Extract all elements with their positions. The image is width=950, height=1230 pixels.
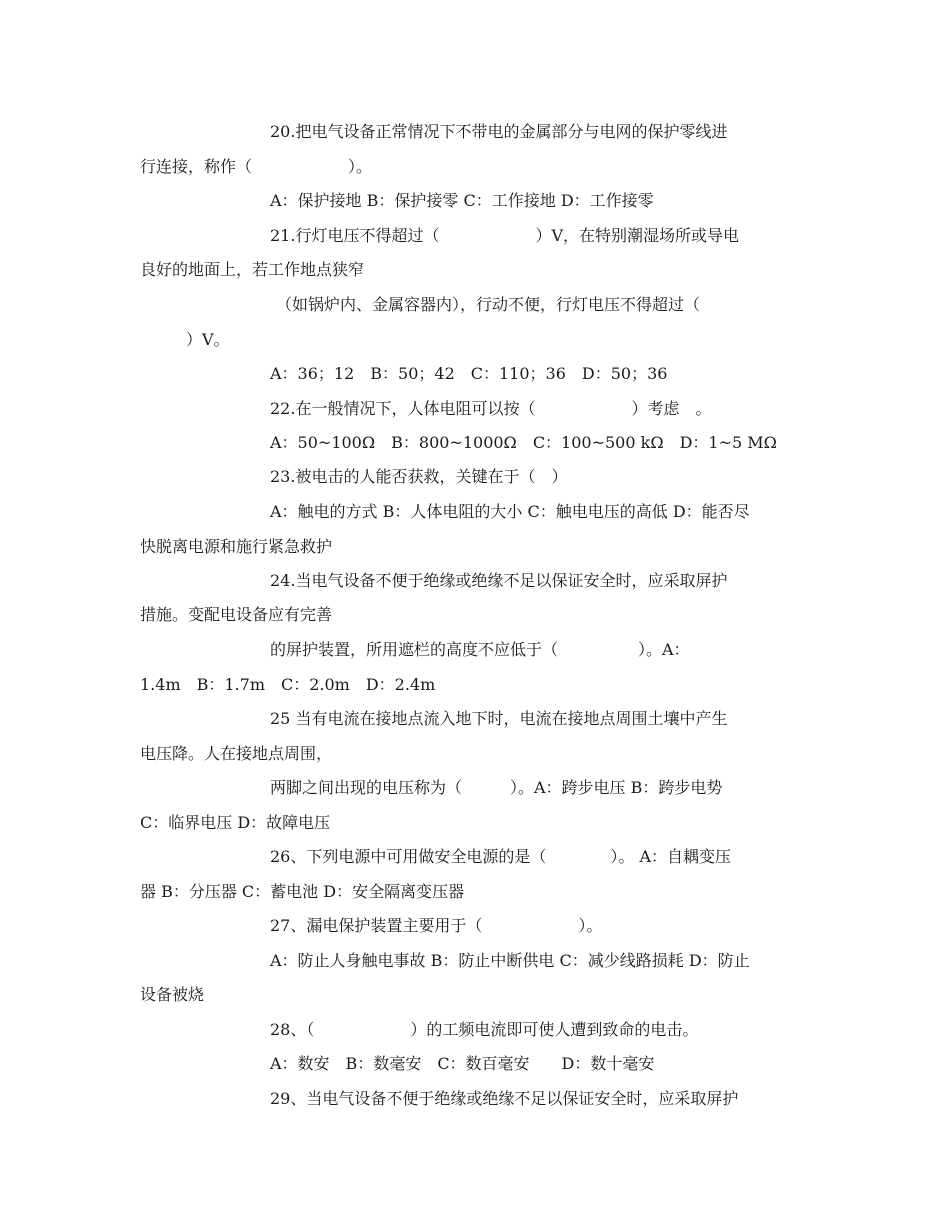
question-28-options: A：数安 B：数毫安 C：数百毫安 D：数十毫安 — [270, 1054, 655, 1073]
question-24-line-2: 措施。变配电设备应有完善 — [140, 605, 333, 624]
question-27-options-cont: 设备被烧 — [140, 985, 205, 1004]
question-21-line-1: 21.行灯电压不得超过（ ）V，在特别潮湿场所或导电 — [270, 226, 740, 245]
question-24-line-1: 24.当电气设备不便于绝缘或绝缘不足以保证安全时，应采取屏护 — [270, 571, 728, 590]
question-24-options: 1.4m B：1.7m C：2.0m D：2.4m — [140, 675, 436, 694]
question-25-line-1: 25 当有电流在接地点流入地下时，电流在接地点周围土壤中产生 — [270, 709, 728, 728]
question-20-options: A：保护接地 B：保护接零 C：工作接地 D：工作接零 — [270, 191, 654, 210]
question-26-line-1: 26、下列电源中可用做安全电源的是（ ）。 A：自耦变压 — [270, 847, 732, 866]
question-25-options: C：临界电压 D：故障电压 — [140, 813, 331, 832]
question-27-options: A：防止人身触电事故 B：防止中断供电 C：减少线路损耗 D：防止 — [270, 951, 750, 970]
question-20-line-1: 20.把电气设备正常情况下不带电的金属部分与电网的保护零线进 — [270, 122, 728, 141]
question-23-line-1: 23.被电击的人能否获救，关键在于（ ） — [270, 467, 568, 486]
question-25-line-3: 两脚之间出现的电压称为（ ）。A：跨步电压 B：跨步电势 — [270, 778, 723, 797]
question-21-options: A：36；12 B：50；42 C：110；36 D：50；36 — [270, 364, 668, 383]
question-21-line-3: （如锅炉内、金属容器内），行动不便，行灯电压不得超过（ — [276, 295, 701, 314]
question-28-line-1: 28、（ ）的工频电流即可使人遭到致命的电击。 — [270, 1020, 699, 1039]
question-24-line-3: 的屏护装置，所用遮栏的高度不应低于（ ）。A： — [270, 640, 690, 659]
question-29-line-1: 29、当电气设备不便于绝缘或绝缘不足以保证安全时，应采取屏护 — [270, 1089, 739, 1108]
question-26-line-2: 器 B：分压器 C：蓄电池 D：安全隔离变压器 — [140, 882, 465, 901]
question-23-options-cont: 快脱离电源和施行紧急救护 — [140, 537, 333, 556]
question-22-line-1: 22.在一般情况下，人体电阻可以按（ ）考虑 。 — [270, 399, 712, 418]
question-20-line-2: 行连接，称作（ ）。 — [140, 157, 373, 176]
question-25-line-2: 电压降。人在接地点周围， — [140, 744, 333, 763]
question-21-line-2: 良好的地面上，若工作地点狭窄 — [140, 260, 365, 279]
question-27-line-1: 27、漏电保护装置主要用于（ ）。 — [270, 916, 603, 935]
question-22-options: A：50~100Ω B：800~1000Ω C：100~500 kΩ D：1~5 MΩ — [270, 433, 777, 452]
question-23-options: A：触电的方式 B：人体电阻的大小 C：触电电压的高低 D：能否尽 — [270, 502, 750, 521]
question-21-line-4: ）V。 — [186, 330, 230, 349]
